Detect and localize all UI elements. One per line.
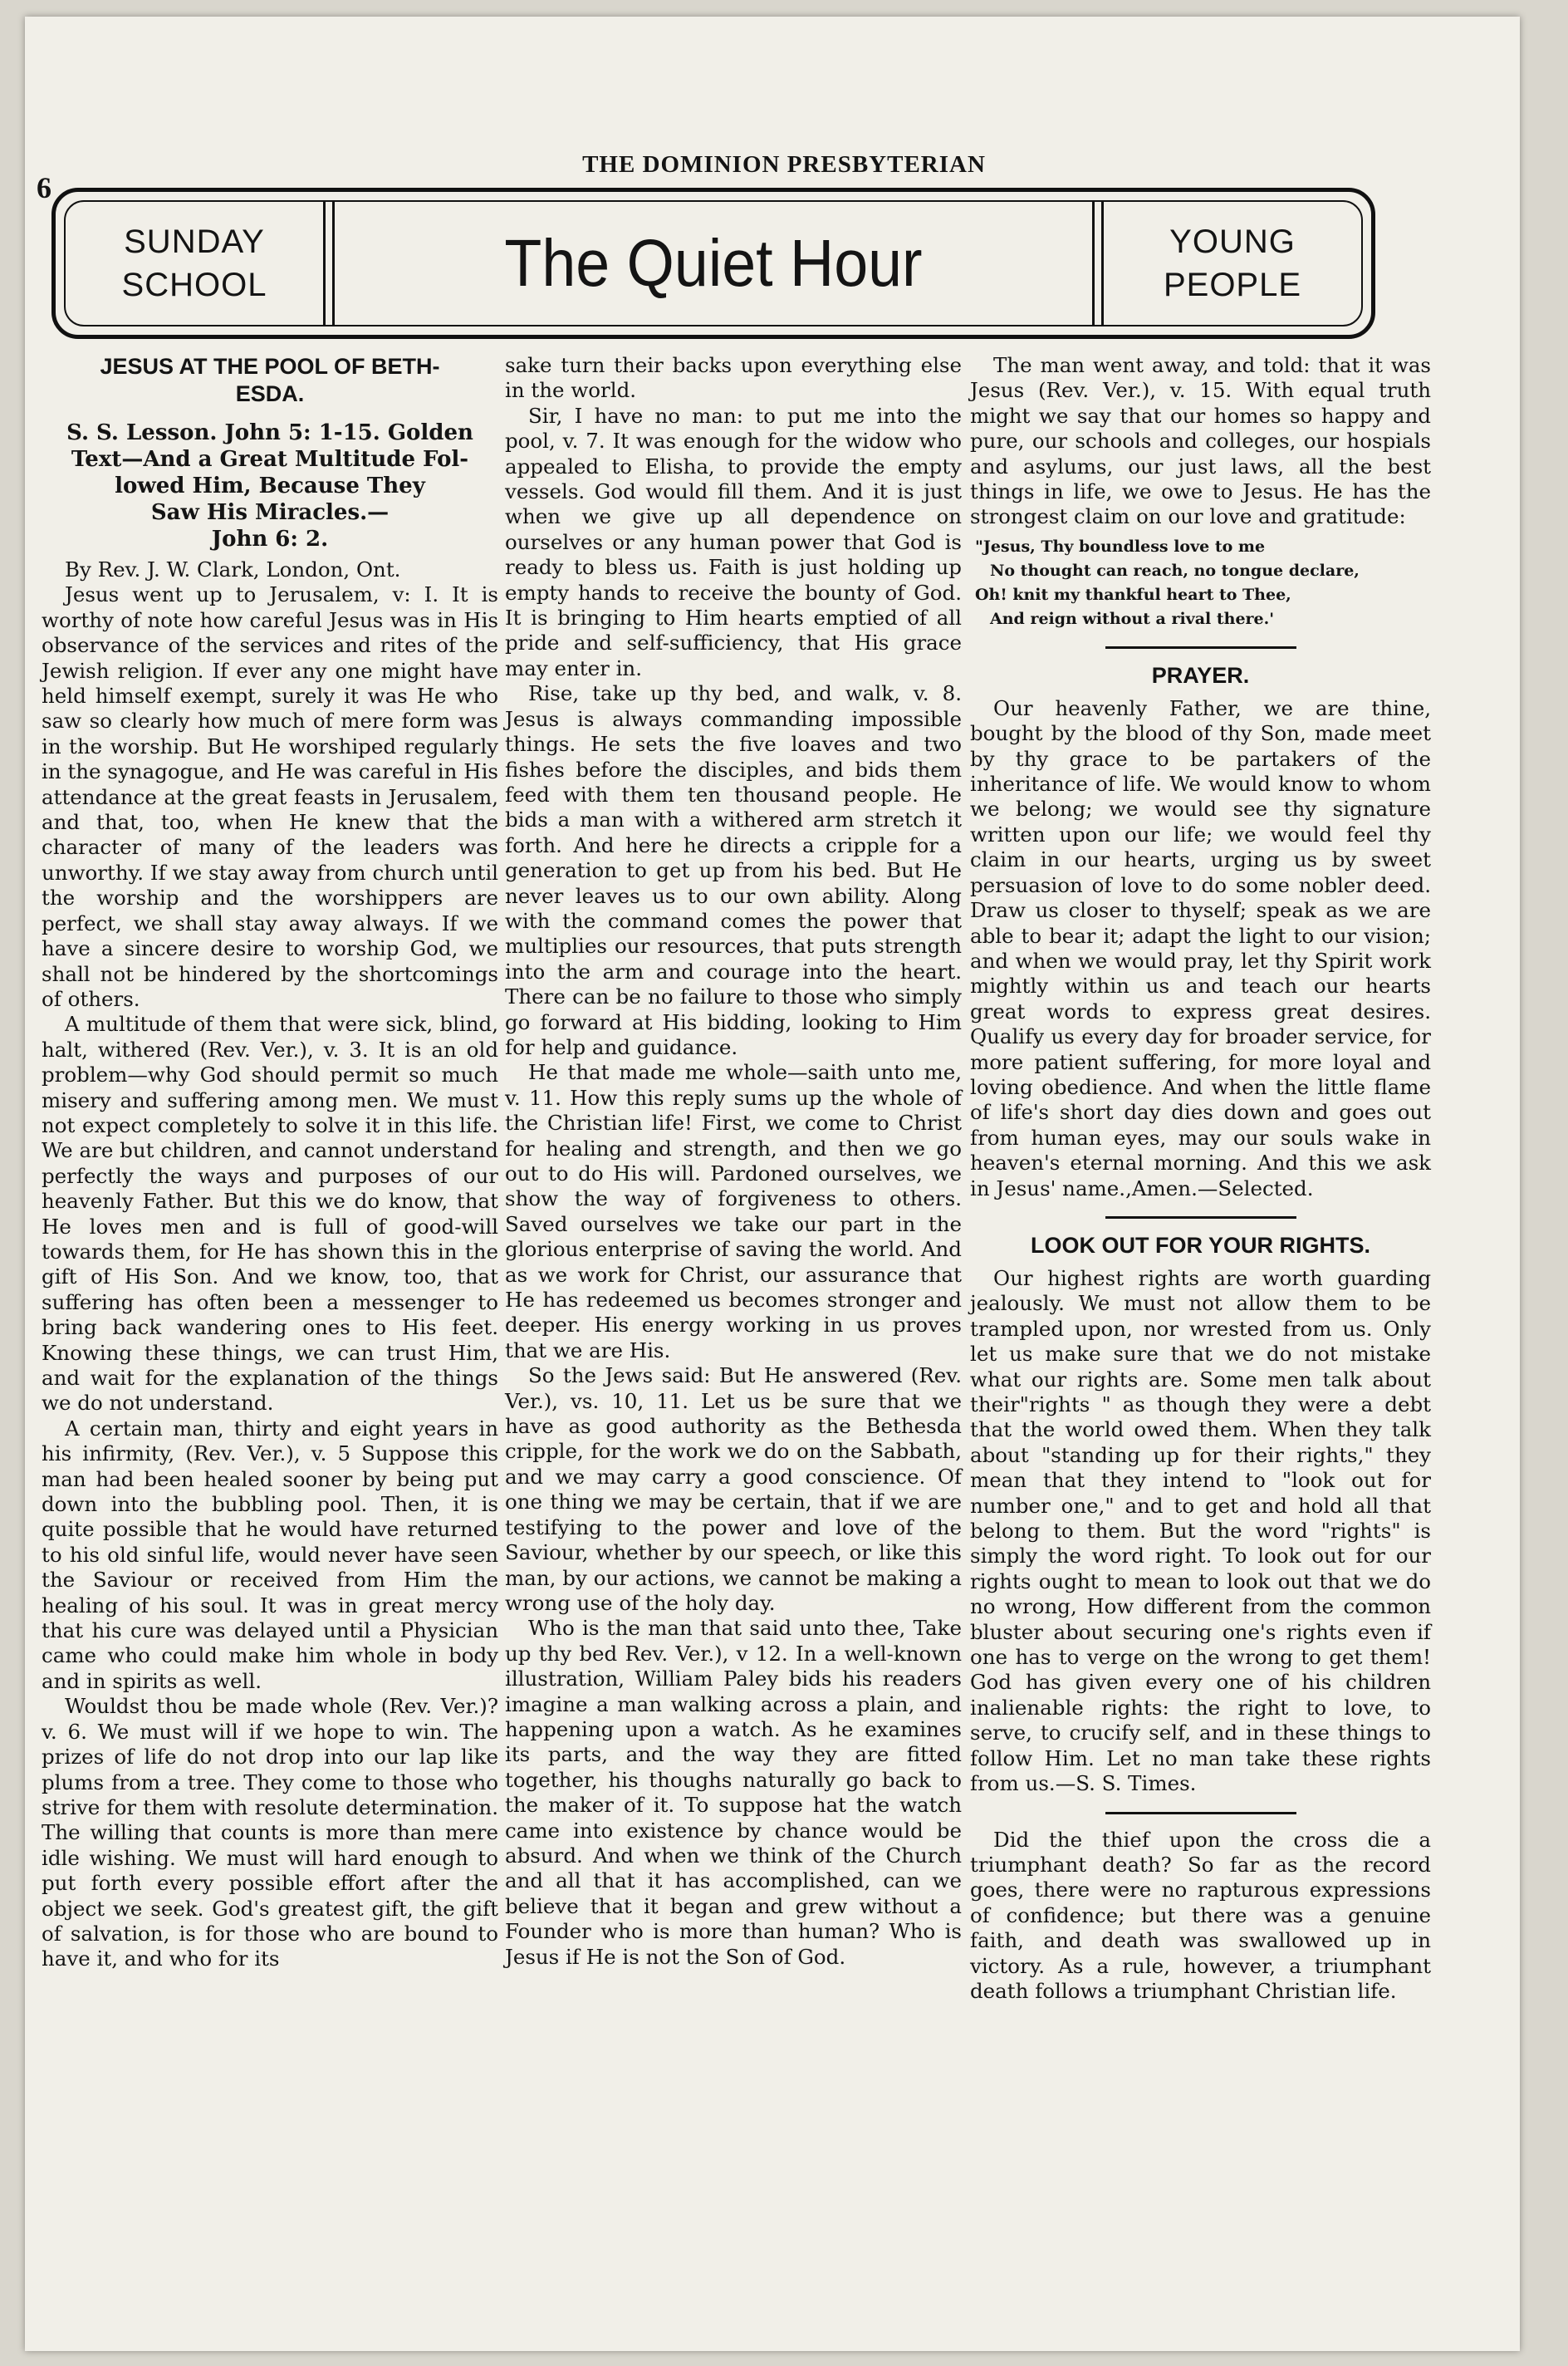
banner-left-line: SCHOOL [121,267,267,303]
prayer-title: PRAYER. [1151,662,1250,688]
column-1 [42,353,498,1972]
prayer-text: Our heavenly Father, we are thine, bought by the blood of thy Son, made meet by thy grace to be partakers of the inheritance of life. We would know to whom we belong; we would see thy signature written upon our life; we would feel thy claim in our hearts, urging us by sweet persuasion of love to do some nobler deed. Draw us closer to thyself; speak as we are able to bear it; adapt the light to our vision; and when we would pray, let thy Spirit work mightly within us and teach our hearts great words to express great desires. Qualify us every day for broader service, for more patient suffering, for more loyal and loving obedience. And when the little flame of life's short day dies down and goes out from human eyes, may our souls wake in heaven's eternal morning. And this we ask in Jesus' name.,Amen.—Selected. [970,695,1431,1200]
rights-text: Our highest rights are worth guarding jealously. We must not allow them to be trampled upon, nor wrested from us. Only let us make sure that we do not mistake what our rights are. Some men talk about their"rights " as though they were a debt that the world owed them. When they talk about "standing up for their rights," they mean that they intend to "look out for number one," and to get and hold all that belong to them. But the word "rights" is simply the word right. To look out for our rights ought to mean to look out that we do no wrong, How different from the common bluster about securing one's rights even if one has to verge on the wrong to get them! God has given every one of his children inalienable rights: the right to love, to serve, to crucify self, and in these things to follow Him. Let no man take these rights from us.—S. S. Times. [970,1265,1431,1796]
hymn-line: And reign without a rival there.' [990,609,1275,628]
paragraph: Wouldst thou be made whole (Rev. Ver.)? v. 6. We must will if we hope to win. The prizes of life do not drop into our lap like plums from a tree. They come to those who strive for them with resolute determination. The willing that counts is more than mere idle wishing. We must will hard enough to put forth every possible effort after the object we seek. God's greatest gift, the gift of salvation, is for those who are bound to have it, and who for its [42,1694,498,1971]
lesson-heading [42,420,498,552]
banner-inner-border [64,200,1363,326]
banner-young-people [1104,202,1361,325]
lesson-line: John 6: 2. [211,527,329,552]
banner-right-line: PEOPLE [1163,267,1302,303]
running-title: THE DOMINION PRESBYTERIAN [582,151,986,178]
paragraph: The man went away, and told: that it was Jesus (Rev. Ver.), v. 15. With equal truth might we say that our homes so happy and pure, our schools and colleges, our hospials and asylums, our just laws, all the best things in life, we owe to Jesus. He has the strongest claim on our love and gratitude: [970,353,1431,529]
banner-title: The Quiet Hour [504,226,923,300]
thief-text: Did the thief upon the cross die a triumphant death? So far as the record goes, there were no rapturous expressions of confidence; but there was a genuine faith, and death was swallowed up in victory. As a rule, however, a triumphant death follows a triumphant Christian life. [970,1827,1431,2003]
hymn-line: No thought can reach, no tongue declare, [990,561,1360,580]
rights-title: LOOK OUT FOR YOUR RIGHTS. [1030,1232,1370,1258]
banner-left-line: SUNDAY [124,223,265,260]
article-title [42,353,498,408]
section-divider [1105,1812,1296,1814]
hymn-quote [975,535,1431,631]
paragraph: Who is the man that said unto thee, Take up thy bed Rev. Ver.), v 12. In a well-known illustration, William Paley bids his readers imagine a man walking across a plain, and happening upon a watch. As he examines its parts, and the way they are fitted together, his thoughs naturally go back to the maker of it. To suppose hat the watch came into existence by chance would be absurd. And when we think of the Church and all that it has accomplished, can we believe that it began and grew without a Founder who is more than human? Who is Jesus if He is not the Son of God. [505,1616,962,1969]
byline: By Rev. J. W. Clark, London, Ont. [65,557,401,582]
paragraph: A certain man, thirty and eight years in his infirmity, (Rev. Ver.), v. 5 Suppose this man had been healed sooner by being put down into the bubbling pool. Then, it is quite possible that he would have returned to his old sinful life, would never have seen the Saviour or received from Him the healing of his soul. It was in great mercy that his cure was delayed until a Physician came who could make him whole in body and in spirits as well. [42,1416,498,1693]
lesson-line: S. S. Lesson. John 5: 1-15. Golden [66,420,473,445]
paragraph: sake turn their backs upon everything else in the world. [505,353,962,403]
lesson-line: lowed Him, Because They [115,474,425,498]
banner-divider-left [323,202,335,325]
paragraph: So the Jews said: But He answered (Rev. Ver.), vs. 10, 11. Let us be sure that we have as good authority as the Bethesda cripple, for the work we do on the Sabbath, and we may carry a good conscience. Of one thing we may be certain, that if we are testifying to the power and love of the Saviour, whether by our speech, or like this man, by our actions, we cannot be making a wrong use of the holy day. [505,1363,962,1615]
paragraph: He that made me whole—saith unto me, v. 11. How this reply sums up the whole of the Christian life! First, we come to Christ for healing and strength, and then we go out to do His will. Pardoned ourselves, we show the way of forgiveness to others. Saved ourselves we take our part in the glorious enterprise of saving the world. And as we work for Christ, our assurance that He has redeemed us becomes stronger and deeper. His energy working in us proves that we are His. [505,1060,962,1362]
column-3 [970,353,1431,2004]
paragraph: Jesus went up to Jerusalem, v: I. It is worthy of note how careful Jesus was in His observance of the services and rites of the Jewish religion. If ever any one might have held himself exempt, surely it was He who saw so clearly how much of mere form was in the worship. But He worshiped regularly in the synagogue, and He was careful in His attendance at the great feasts in Jerusalem, and that, too, when He knew that the character of many of the leaders was unworthy. If we stay away from church until the worship and the worshippers are perfect, we shall stay away always. If we have a sincere desire to worship God, we shall not be hindered by the shortcomings of others. [42,582,498,1011]
article-title-line: ESDA. [235,381,305,406]
banner-divider-right [1092,202,1104,325]
section-divider [1105,646,1296,649]
banner-sunday-school [66,202,323,325]
page-number: 6 [37,171,51,204]
section-divider [1105,1216,1296,1219]
paragraph: Sir, I have no man: to put me into the pool, v. 7. It was enough for the widow who appealed to Elisha, to provide the empty vessels. God would fill them. And it is just when we give up all dependence on ourselves or any human power that God is ready to bless us. Faith is just holding up empty hands to receive the bounty of God. It is bringing to Him hearts emptied of all pride and self-sufficiency, that His grace may enter in. [505,403,962,680]
paragraph: Rise, take up thy bed, and walk, v. 8. Jesus is always commanding impossible things. He sets the five loaves and two fishes before the disciples, and bids them feed with them ten thousand people. He bids a man with a withered arm stretch it forth. And here he directs a cripple for a generation to get up from his bed. But He never leaves us to our own ability. Along with the command comes the power that multiplies our resources, that puts strength into the arm and courage into the heart. There can be no failure to those who simply go forward at His bidding, looking to Him for help and guidance. [505,681,962,1059]
lesson-line: Saw His Miracles.— [150,500,390,525]
lesson-line: Text—And a Great Multitude Fol- [71,447,469,472]
hymn-line: "Jesus, Thy boundless love to me [975,537,1266,556]
section-banner [51,188,1375,339]
paragraph: A multitude of them that were sick, blind, halt, withered (Rev. Ver.), v. 3. It is an old problem—why God should permit so much misery and suffering among men. We must not expect completely to solve it in this life. We are but children, and cannot understand perfectly the ways and purposes of our heavenly Father. But this we do know, that He loves men and is full of good-will towards them, for He has shown this in the gift of His Son. And we know, too, that suffering has often been a messenger to bring back wandering ones to His feet. Knowing these things, we can trust Him, and wait for the explanation of the things we do not understand. [42,1012,498,1416]
banner-right-line: YOUNG [1169,223,1296,260]
article-title-line: JESUS AT THE POOL OF BETH- [100,354,440,379]
hymn-line: Oh! knit my thankful heart to Thee, [975,585,1291,604]
column-2 [505,353,962,1970]
